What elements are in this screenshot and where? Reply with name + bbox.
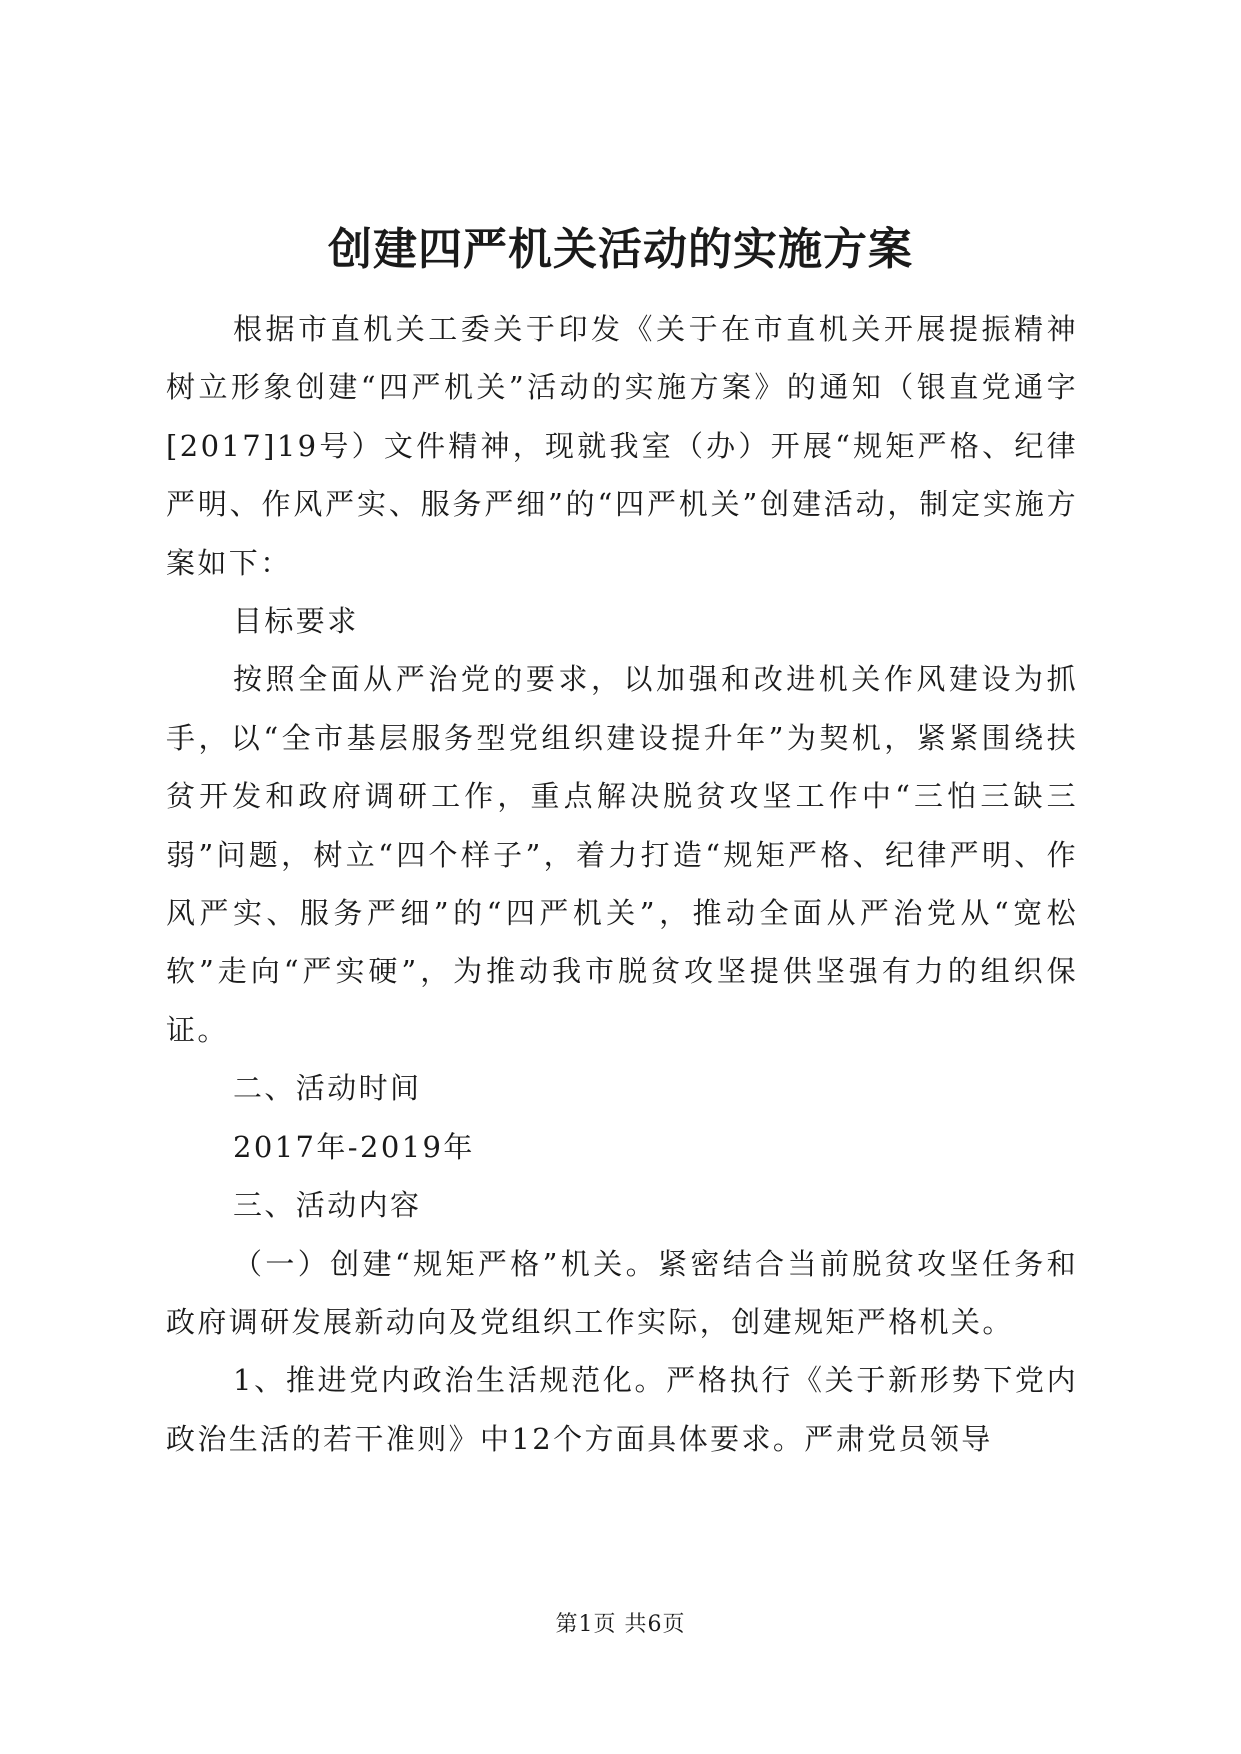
paragraph-rules-organ: （一）创建“规矩严格”机关。紧密结合当前脱贫攻坚任务和政府调研发展新动向及党组织工作实际，创建规矩严格机关。 (166, 1246, 1078, 1339)
document-title: 创建四严机关活动的实施方案 (328, 224, 913, 275)
paragraph-goals: 按照全面从严治党的要求，以加强和改进机关作风建设为抓手，以“全市基层服务型党组织建设提升年”为契机，紧紧围绕扶贫开发和政府调研工作，重点解决脱贫攻坚工作中“三怕三缺三弱”问题，树立“四个样子”，着力打造“规矩严格、纪律严明、作风严实、服务严细”的“四严机关”，推动全面从严治党从“宽松软”走向“严实硬”，为推动我市脱贫攻坚提供坚强有力的组织保证。 (166, 662, 1078, 1047)
document-body (166, 300, 1078, 1468)
heading-activity-content: 三、活动内容 (233, 1188, 422, 1223)
heading-activity-time: 二、活动时间 (233, 1071, 422, 1106)
paragraph-political-life: 1、推进党内政治生活规范化。严格执行《关于新形势下党内政治生活的若干准则》中12个方面具体要求。严肃党员领导 (166, 1363, 1078, 1456)
heading-goals: 目标要求 (233, 604, 359, 639)
paragraph-activity-time: 2017年-2019年 (233, 1129, 475, 1164)
paragraph-intro: 根据市直机关工委关于印发《关于在市直机关开展提振精神树立形象创建“四严机关”活动的实施方案》的通知（银直党通字[2017]19号）文件精神，现就我室（办）开展“规矩严格、纪律严明、作风严实、服务严细”的“四严机关”创建活动，制定实施方案如下： (166, 312, 1078, 580)
page-number-footer: 第1页 共6页 (555, 1612, 686, 1637)
